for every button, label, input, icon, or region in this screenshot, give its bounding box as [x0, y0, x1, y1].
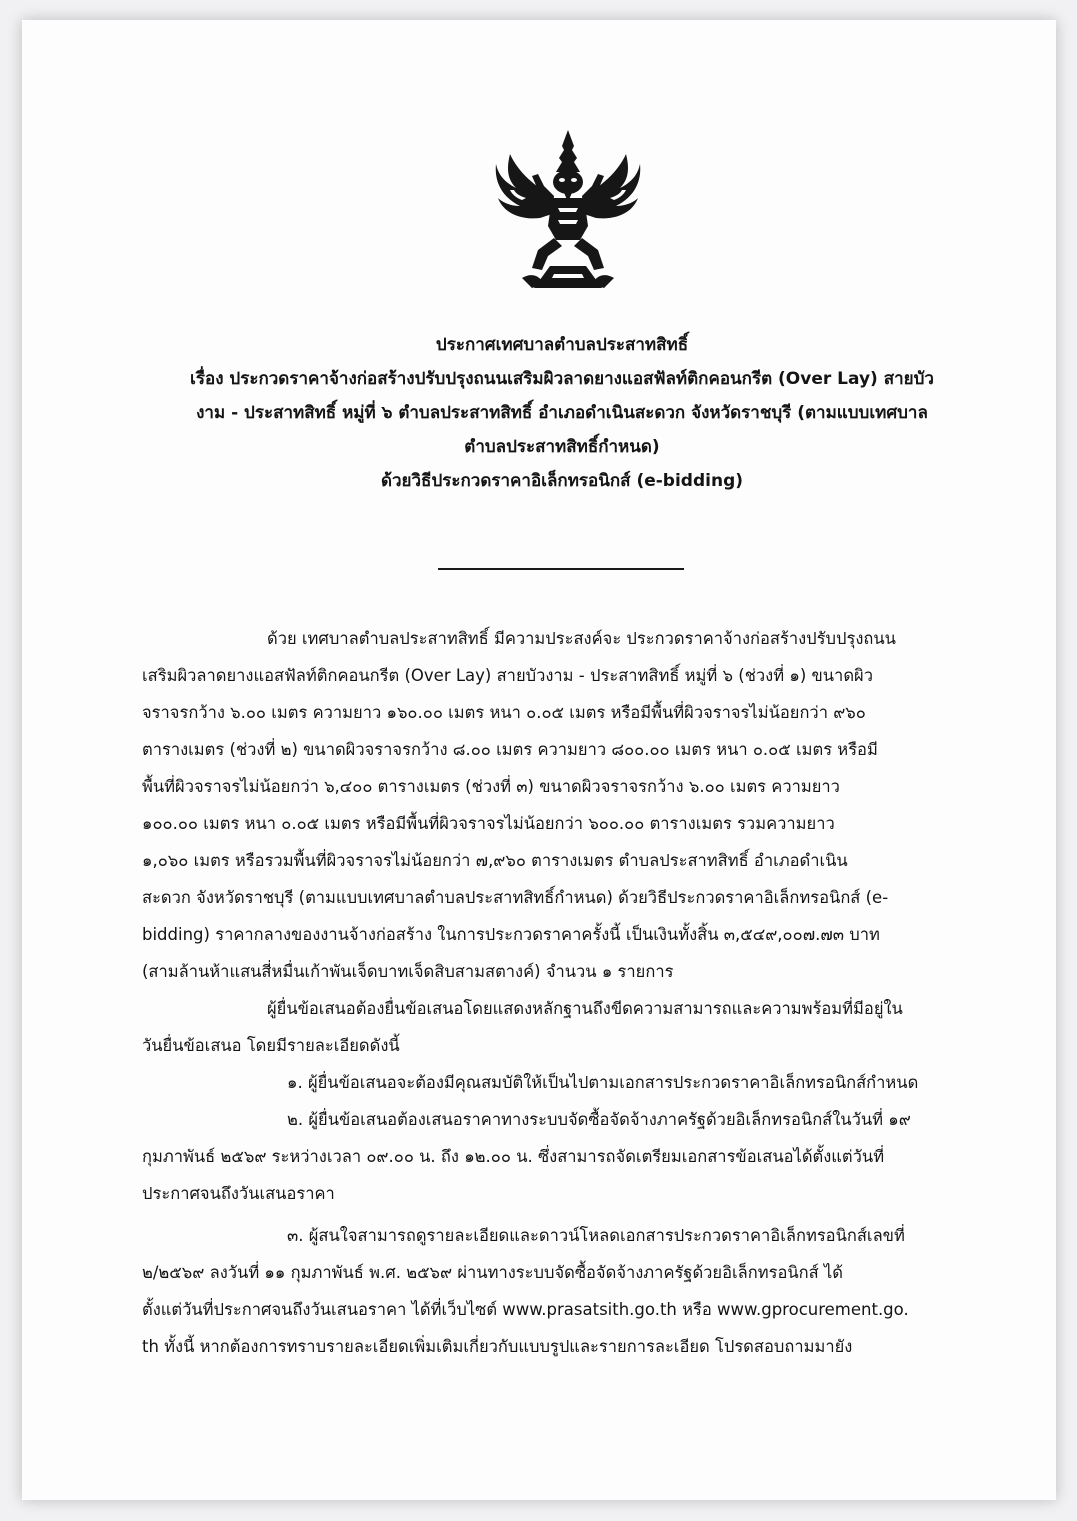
document-page — [22, 20, 1056, 1500]
paragraph-1-line-6: ๑๐๐.๐๐ เมตร หนา ๐.๐๕ เมตร หรือมีพื้นที่ผิวจราจรไม่น้อยกว่า ๖๐๐.๐๐ ตารางเมตร รวมความยาว — [142, 814, 835, 833]
list-item-3-line-3: ตั้งแต่วันที่ประกาศจนถึงวันเสนอราคา ได้ที่เว็บไซต์ www.prasatsith.go.th หรือ www.gprocurement.go. — [142, 1300, 909, 1319]
heading-organization: ประกาศเทศบาลตำบลประสาทสิทธิ์ — [435, 335, 689, 355]
heading-method: ด้วยวิธีประกวดราคาอิเล็กทรอนิกส์ (e-bidding) — [380, 471, 744, 491]
list-item-1: ๑. ผู้ยื่นข้อเสนอจะต้องมีคุณสมบัติให้เป็นไปตามเอกสารประกวดราคาอิเล็กทรอนิกส์กำหนด — [287, 1073, 919, 1092]
paragraph-1-line-1: ด้วย เทศบาลตำบลประสาทสิทธิ์ มีความประสงค์จะ ประกวดราคาจ้างก่อสร้างปรับปรุงถนน — [267, 629, 896, 648]
announcement-heading — [132, 328, 992, 498]
list-item-2-line-2: กุมภาพันธ์ ๒๕๖๙ ระหว่างเวลา ๐๙.๐๐ น. ถึง ๑๒.๐๐ น. ซึ่งสามารถจัดเตรียมเอกสารข้อเสนอได้ตั้งแต่วันที่ — [142, 1147, 885, 1166]
heading-subject-line-1: เรื่อง ประกวดราคาจ้างก่อสร้างปรับปรุงถนนเสริมผิวลาดยางแอสฟัลท์ติกคอนกรีต (Over Lay) สายบัว — [190, 369, 934, 389]
paragraph-1-line-2: เสริมผิวลาดยางแอสฟัลท์ติกคอนกรีต (Over Lay) สายบัวงาม - ประสาทสิทธิ์ หมู่ที่ ๖ (ช่วงที่ ๑) ขนาดผิว — [142, 666, 873, 685]
garuda-emblem-icon — [492, 128, 644, 296]
heading-subject-line-2: งาม - ประสาทสิทธิ์ หมู่ที่ ๖ ตำบลประสาทสิทธิ์ อำเภอดำเนินสะดวก จังหวัดราชบุรี (ตามแบบเทศบาล — [196, 403, 928, 423]
list-item-3-line-4: th ทั้งนี้ หากต้องการทราบรายละเอียดเพิ่มเติมเกี่ยวกับแบบรูปและรายการละเอียด โปรดสอบถามมายัง — [142, 1337, 853, 1356]
paragraph-1-line-8: สะดวก จังหวัดราชบุรี (ตามแบบเทศบาลตำบลประสาทสิทธิ์กำหนด) ด้วยวิธีประกวดราคาอิเล็กทรอนิกส์ (e- — [142, 888, 889, 907]
heading-subject-line-3: ตำบลประสาทสิทธิ์กำหนด) — [464, 437, 660, 457]
list-item-3-line-2: ๒/๒๕๖๙ ลงวันที่ ๑๑ กุมภาพันธ์ พ.ศ. ๒๕๖๙ ผ่านทางระบบจัดซื้อจัดจ้างภาครัฐด้วยอิเล็กทรอนิกส์ ได้ — [142, 1263, 844, 1282]
paragraph-1-line-7: ๑,๐๖๐ เมตร หรือรวมพื้นที่ผิวจราจรไม่น้อยกว่า ๗,๙๖๐ ตารางเมตร ตำบลประสาทสิทธิ์ อำเภอดำเนิน — [142, 851, 848, 870]
paragraph-1-line-5: พื้นที่ผิวจราจรไม่น้อยกว่า ๖,๔๐๐ ตารางเมตร (ช่วงที่ ๓) ขนาดผิวจราจรกว้าง ๖.๐๐ เมตร ความยาว — [142, 777, 840, 796]
paragraph-1-line-10: (สามล้านห้าแสนสี่หมื่นเก้าพันเจ็ดบาทเจ็ดสิบสามสตางค์) จำนวน ๑ รายการ — [142, 962, 674, 981]
paragraph-1-line-9: bidding) ราคากลางของงานจ้างก่อสร้าง ในการประกวดราคาครั้งนี้ เป็นเงินทั้งสิ้น ๓,๕๔๙,๐๐๗.๗๓ บาท — [142, 925, 880, 944]
paragraph-2-line-1: ผู้ยื่นข้อเสนอต้องยื่นข้อเสนอโดยแสดงหลักฐานถึงขีดความสามารถและความพร้อมที่มีอยู่ใน — [267, 999, 903, 1018]
list-item-2-line-1: ๒. ผู้ยื่นข้อเสนอต้องเสนอราคาทางระบบจัดซื้อจัดจ้างภาครัฐด้วยอิเล็กทรอนิกส์ในวันที่ ๑๙ — [287, 1110, 911, 1129]
list-item-3-line-1: ๓. ผู้สนใจสามารถดูรายละเอียดและดาวน์โหลดเอกสารประกวดราคาอิเล็กทรอนิกส์เลขที่ — [287, 1226, 905, 1245]
list-item-2-line-3: ประกาศจนถึงวันเสนอราคา — [142, 1184, 335, 1203]
paragraph-1-line-4: ตารางเมตร (ช่วงที่ ๒) ขนาดผิวจราจรกว้าง ๘.๐๐ เมตร ความยาว ๘๐๐.๐๐ เมตร หนา ๐.๐๕ เมตร หรือมี — [142, 740, 878, 759]
paragraph-1-line-3: จราจรกว้าง ๖.๐๐ เมตร ความยาว ๑๖๐.๐๐ เมตร หนา ๐.๐๕ เมตร หรือมีพื้นที่ผิวจราจรไม่น้อยกว่า ๙๖๐ — [142, 703, 866, 722]
paragraph-2-line-2: วันยื่นข้อเสนอ โดยมีรายละเอียดดังนี้ — [142, 1036, 400, 1055]
divider-rule — [438, 568, 684, 570]
